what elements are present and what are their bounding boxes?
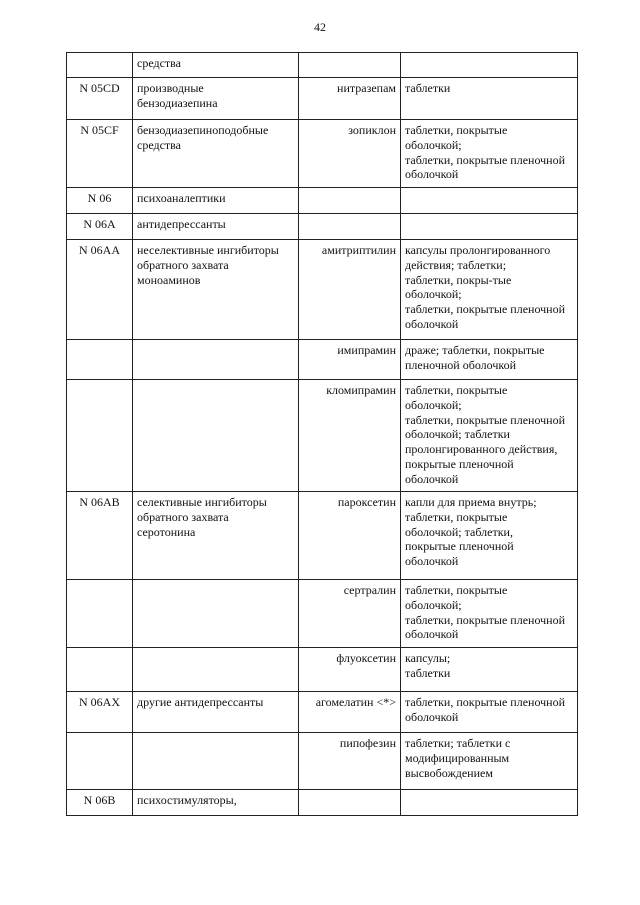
group-name-cell	[133, 648, 299, 692]
dosage-form-cell: таблетки, покрытые оболочкой; таблетки, покрытые пленочной оболочкой; таблетки пролонгированного действия, покрытые пленочной оболочкой	[401, 380, 578, 492]
drug-name-cell	[299, 53, 401, 78]
atc-code-cell	[67, 380, 133, 492]
group-name-cell: психоаналептики	[133, 188, 299, 214]
table-row	[67, 492, 578, 580]
atc-code-cell: N 06A	[67, 214, 133, 240]
drug-name-cell: имипрамин	[299, 340, 401, 380]
atc-code-cell: N 05CD	[67, 78, 133, 120]
dosage-form-cell: капсулы пролонгированного действия; таблетки; таблетки, покры-тые оболочкой; таблетки, покрытые пленочной оболочкой	[401, 240, 578, 340]
group-name-cell: антидепрессанты	[133, 214, 299, 240]
group-name-cell: бензодиазепиноподобные средства	[133, 120, 299, 188]
dosage-form-cell: таблетки; таблетки с модифицированным высвобождением	[401, 733, 578, 790]
atc-code-cell: N 06AB	[67, 492, 133, 580]
dosage-form-cell	[401, 53, 578, 78]
atc-code-cell: N 05CF	[67, 120, 133, 188]
table-row	[67, 78, 578, 120]
drug-name-cell	[299, 188, 401, 214]
drug-name-cell	[299, 790, 401, 816]
drug-name-cell: нитразепам	[299, 78, 401, 120]
table-row	[67, 188, 578, 214]
drug-name-cell: пароксетин	[299, 492, 401, 580]
dosage-form-cell: капсулы; таблетки	[401, 648, 578, 692]
table-row	[67, 120, 578, 188]
atc-code-cell	[67, 340, 133, 380]
drug-name-cell: кломипрамин	[299, 380, 401, 492]
drug-name-cell: зопиклон	[299, 120, 401, 188]
table-row	[67, 53, 578, 78]
table-row	[67, 790, 578, 816]
group-name-cell: селективные ингибиторы обратного захвата серотонина	[133, 492, 299, 580]
atc-code-cell	[67, 733, 133, 790]
dosage-form-cell: драже; таблетки, покрытые пленочной оболочкой	[401, 340, 578, 380]
dosage-form-cell	[401, 790, 578, 816]
table-row	[67, 214, 578, 240]
atc-code-cell: N 06AX	[67, 692, 133, 733]
group-name-cell: производные бензодиазепина	[133, 78, 299, 120]
atc-code-cell: N 06B	[67, 790, 133, 816]
table-row	[67, 648, 578, 692]
group-name-cell	[133, 340, 299, 380]
group-name-cell: средства	[133, 53, 299, 78]
group-name-cell	[133, 380, 299, 492]
page-number: 42	[314, 20, 326, 34]
atc-code-cell	[67, 580, 133, 648]
drug-name-cell: флуоксетин	[299, 648, 401, 692]
dosage-form-cell: таблетки, покрытые оболочкой; таблетки, покрытые пленочной оболочкой	[401, 120, 578, 188]
drug-name-cell: агомелатин <*>	[299, 692, 401, 733]
dosage-form-cell: таблетки, покрытые оболочкой; таблетки, покрытые пленочной оболочкой	[401, 580, 578, 648]
drug-name-cell	[299, 214, 401, 240]
group-name-cell: психостимуляторы,	[133, 790, 299, 816]
atc-code-cell: N 06	[67, 188, 133, 214]
drug-table	[66, 52, 578, 816]
group-name-cell	[133, 733, 299, 790]
table-row	[67, 240, 578, 340]
table-row	[67, 733, 578, 790]
atc-code-cell: N 06AA	[67, 240, 133, 340]
group-name-cell: неселективные ингибиторы обратного захвата моноаминов	[133, 240, 299, 340]
dosage-form-cell: таблетки	[401, 78, 578, 120]
drug-name-cell: амитриптилин	[299, 240, 401, 340]
group-name-cell	[133, 580, 299, 648]
table-row	[67, 380, 578, 492]
group-name-cell: другие антидепрессанты	[133, 692, 299, 733]
dosage-form-cell: капли для приема внутрь; таблетки, покрытые оболочкой; таблетки, покрытые пленочной оболочкой	[401, 492, 578, 580]
drug-name-cell: сертралин	[299, 580, 401, 648]
table-row	[67, 580, 578, 648]
atc-code-cell	[67, 648, 133, 692]
atc-code-cell	[67, 53, 133, 78]
drug-name-cell: пипофезин	[299, 733, 401, 790]
dosage-form-cell	[401, 214, 578, 240]
table-row	[67, 692, 578, 733]
dosage-form-cell: таблетки, покрытые пленочной оболочкой	[401, 692, 578, 733]
table-row	[67, 340, 578, 380]
dosage-form-cell	[401, 188, 578, 214]
